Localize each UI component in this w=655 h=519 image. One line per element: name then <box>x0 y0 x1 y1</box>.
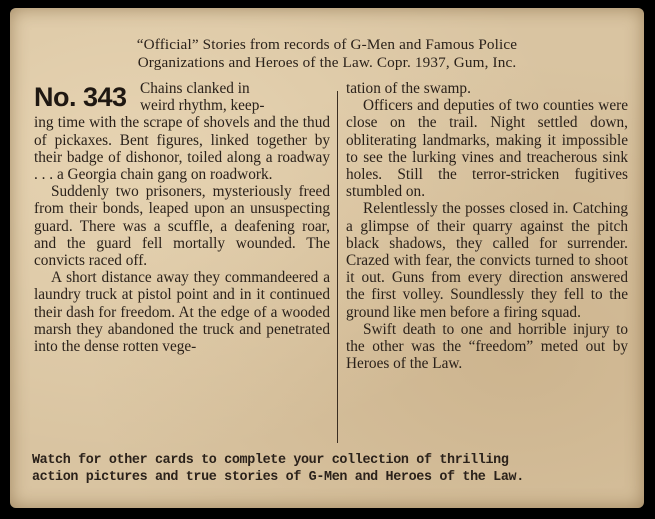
story-paragraph-1: ing time with the scrape of shovels and the thud of pickaxes. Bent figures, linked together by their badge of dishonor, toiled along a roadway . . . a Georgia chain gang on roadwork. <box>34 114 330 184</box>
story-paragraph-5: Relentlessly the posses closed in. Catching a glimpse of their quarry against the pitch black shadows, they called for surrender. Crazed with fear, the convicts turned to shoot it out. Guns from every direction answered the first volley. Soundlessly they fell to the ground like men before a firing squad. <box>346 200 628 321</box>
story-paragraph-2: Suddenly two prisoners, mysteriously freed from their bonds, leaped upon an unsuspecting guard. There was a scuffle, a deafening roar, and the guard fell mortally wounded. The convicts raced off. <box>34 183 330 270</box>
card-footer <box>32 452 628 486</box>
story-paragraph-6: Swift death to one and horrible injury to the other was the “freedom” meted out by Heroes of the Law. <box>346 320 628 373</box>
story-paragraph-4: Officers and deputies of two counties were close on the trail. Night settled down, obliterating landmarks, making it impossible to see the lurking vines and treacherous sink holes. Still the terror-stricken fugitives stumbled on. <box>346 97 628 201</box>
story-right-column <box>346 80 628 372</box>
story-continuation: tation of the swamp. <box>346 80 471 97</box>
header-line-1: “Official” Stories from records of G-Men and Famous Police <box>136 36 518 53</box>
trading-card-back <box>10 8 644 508</box>
footer-line-1: Watch for other cards to complete your collection of thrilling <box>32 453 509 468</box>
story-paragraph-3: A short distance away they commandeered a laundry truck at pistol point and in it continued their dash for freedom. At the edge of a wooded marsh they abandoned the truck and penetrated into the dense rotten vege- <box>34 269 330 356</box>
footer-line-2: action pictures and true stories of G-Men and Heroes of the Law. <box>32 470 524 485</box>
header-line-2: Organizations and Heroes of the Law. Copr. 1937, Gum, Inc. <box>137 54 517 71</box>
card-header <box>30 36 624 72</box>
story-left-column <box>34 80 330 355</box>
lead-line-2: weird rhythm, keep- <box>140 97 265 115</box>
card-number: No. 343 <box>34 82 127 112</box>
lead-line-1: Chains clanked in <box>140 80 250 97</box>
column-divider <box>337 91 338 443</box>
